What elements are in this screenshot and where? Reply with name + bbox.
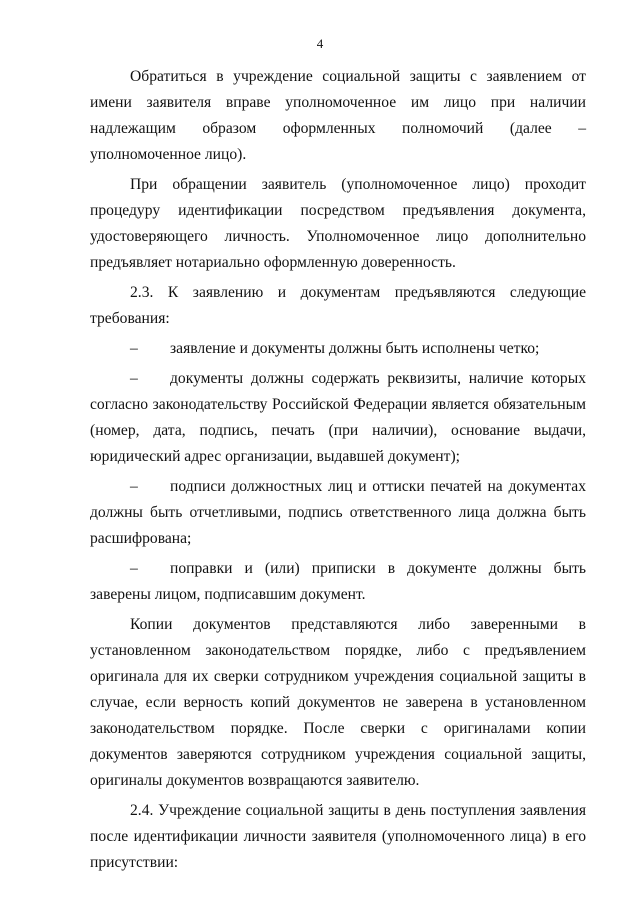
dash-marker: – bbox=[130, 478, 138, 495]
list-item-text: заявление и документы должны быть исполнены четко; bbox=[170, 340, 540, 357]
list-item bbox=[90, 474, 586, 552]
list-item-text: документы должны содержать реквизиты, наличие которых согласно законодательству Российской Федерации является обязательным (номер, дата, подпись, печать (при наличии), основание выдачи, юридический адрес организации, выдавшей документ); bbox=[90, 370, 586, 465]
dash-marker: – bbox=[130, 560, 138, 577]
dash-marker: – bbox=[130, 340, 138, 357]
paragraph-section-2-4: 2.4. Учреждение социальной защиты в день поступления заявления после идентификации личности заявителя (уполномоченного лица) в его присутствии: bbox=[90, 802, 586, 871]
paragraph-copies: Копии документов представляются либо заверенными в установленном законодательством порядке, либо с предъявлением оригинала для их сверки сотрудником учреждения социальной защиты в случае, если верность копий документов не заверена в установленном законодательством порядке. После сверки с оригиналами копии документов заверяются сотрудником учреждения социальной защиты, оригиналы документов возвращаются заявителю. bbox=[90, 616, 586, 789]
paragraph-requirements-heading: 2.3. К заявлению и документам предъявляются следующие требования: bbox=[90, 284, 586, 327]
document-body bbox=[90, 64, 586, 880]
paragraph-authorized-person: Обратиться в учреждение социальной защиты с заявлением от имени заявителя вправе уполномоченное им лицо при наличии надлежащим образом оформленных полномочий (далее – уполномоченное лицо). bbox=[90, 68, 586, 163]
list-item bbox=[90, 556, 586, 608]
dash-marker: – bbox=[130, 370, 138, 387]
list-item bbox=[90, 366, 586, 470]
list-item-text: подписи должностных лиц и оттиски печатей на документах должны быть отчетливыми, подпись ответственного лица должна быть расшифрована; bbox=[90, 478, 586, 547]
list-item bbox=[90, 336, 586, 362]
page-number: 4 bbox=[316, 36, 324, 51]
paragraph-identification: При обращении заявитель (уполномоченное лицо) проходит процедуру идентификации посредством предъявления документа, удостоверяющего личность. Уполномоченное лицо дополнительно предъявляет нотариально оформленную доверенность. bbox=[90, 176, 586, 271]
list-item-text: поправки и (или) приписки в документе должны быть заверены лицом, подписавшим документ. bbox=[90, 560, 586, 603]
